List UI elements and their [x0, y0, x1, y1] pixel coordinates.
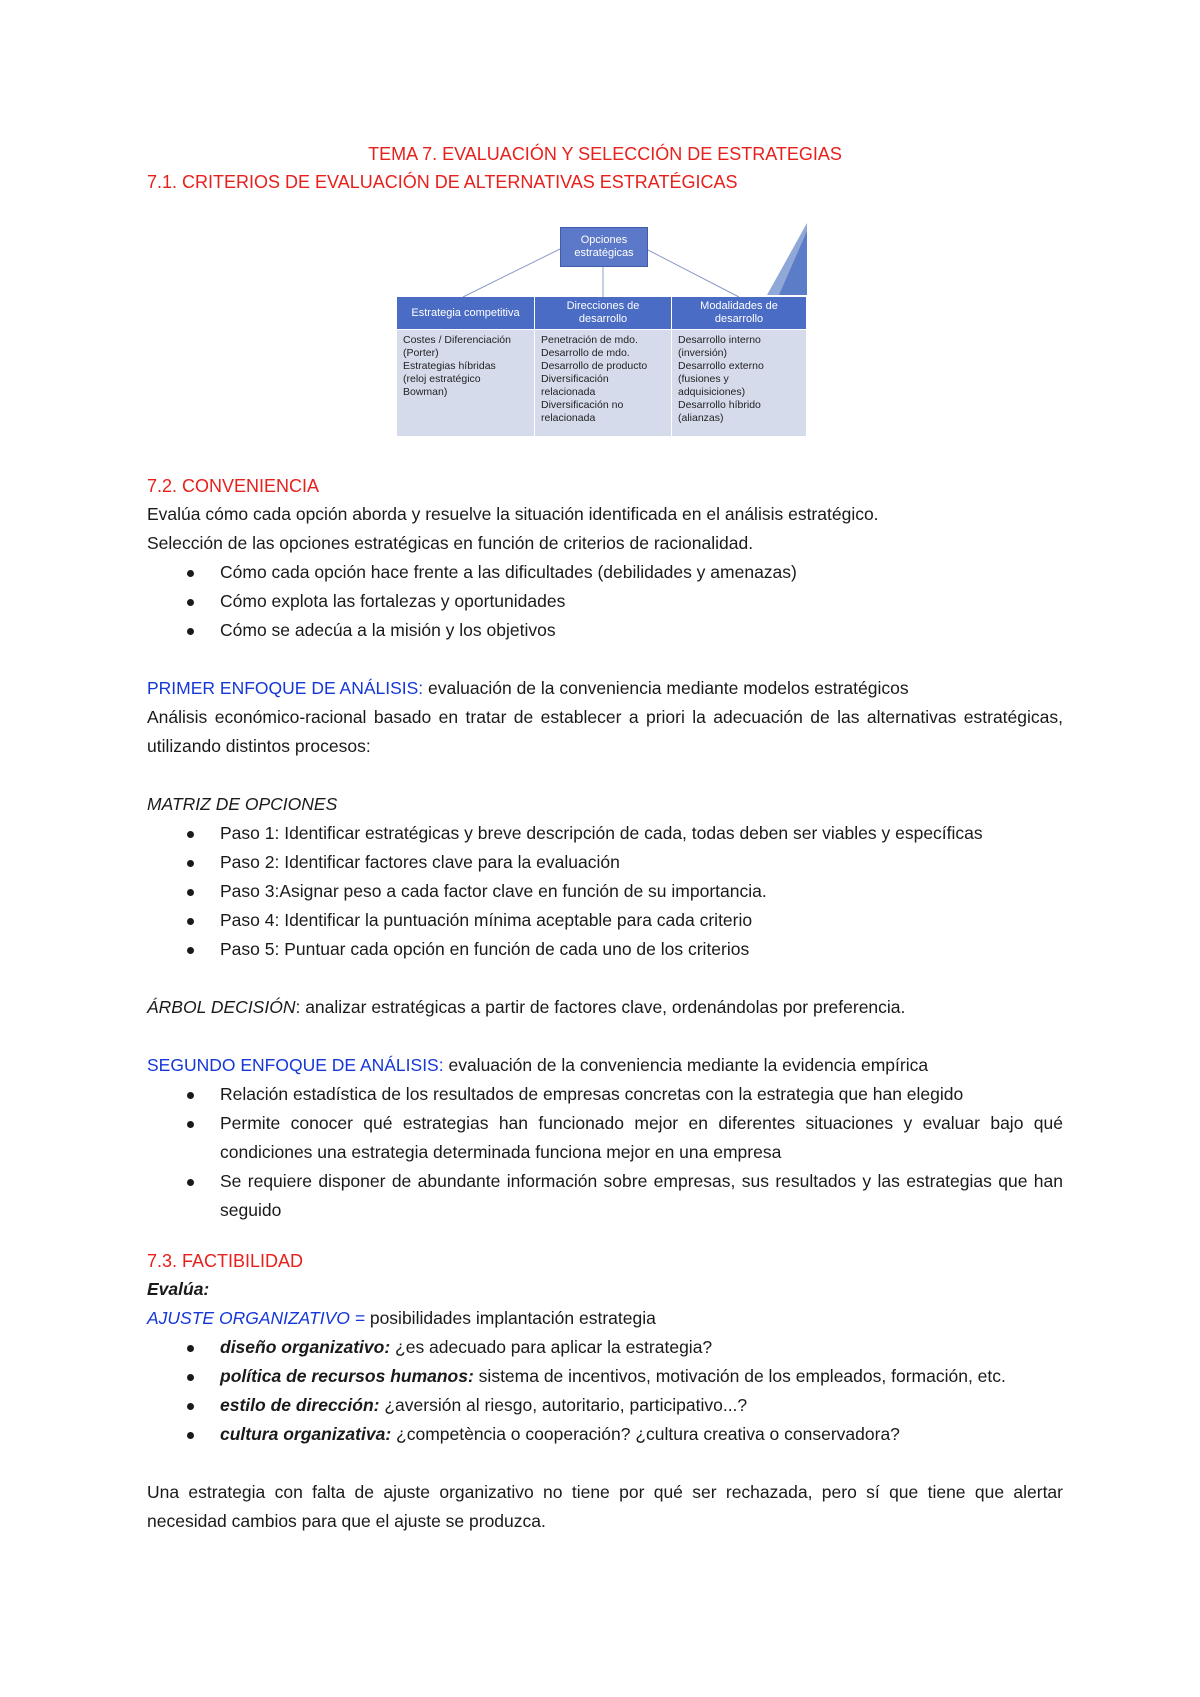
list-item: Paso 1: Identificar estratégicas y breve descripción de cada, todas deben ser viables y específicas — [220, 819, 1063, 848]
column-cell-modalidades — [672, 329, 807, 436]
connector-left — [463, 249, 560, 297]
cell-line: Desarrollo de producto — [541, 360, 648, 372]
first-approach-text: evaluación de la conveniencia mediante modelos estratégicos — [423, 678, 909, 698]
document-title: TEMA 7. EVALUACIÓN Y SELECCIÓN DE ESTRATEGIAS — [368, 144, 842, 164]
cell-line: relacionada — [541, 386, 596, 398]
column-header-direcciones — [535, 297, 672, 329]
list-item: Paso 4: Identificar la puntuación mínima aceptable para cada criterio — [220, 906, 1063, 935]
ajuste-text: posibilidades implantación estrategia — [369, 1308, 656, 1328]
list-item: Cómo cada opción hace frente a las dificultades (debilidades y amenazas) — [220, 558, 1063, 587]
item-label: política de recursos humanos: — [220, 1366, 474, 1386]
document-page — [147, 140, 1063, 1536]
section-7-2-heading: 7.2. CONVENIENCIA — [147, 476, 320, 496]
cell-line: Bowman) — [403, 386, 448, 398]
second-approach-label: SEGUNDO ENFOQUE DE ANÁLISIS: — [147, 1055, 444, 1075]
second-approach-text: evaluación de la conveniencia mediante la evidencia empírica — [443, 1055, 929, 1075]
list-item: Permite conocer qué estrategias han funcionado mejor en diferentes situaciones y evaluar bajo qué condiciones una estrategia determinada funciona mejor en una empresa — [220, 1109, 1063, 1167]
options-box-line-2: estratégicas — [574, 247, 634, 259]
cell-line: adquisiciones) — [678, 386, 746, 398]
column-cell-competitiva — [397, 329, 535, 436]
factibilidad-list — [147, 1333, 1063, 1449]
column-header-modalidades — [672, 297, 807, 329]
decision-tree-text: : analizar estratégicas a partir de factores clave, ordenándolas por preferencia. — [295, 997, 906, 1017]
first-approach-line — [147, 674, 1063, 703]
ajuste-line — [147, 1304, 1063, 1333]
diagram-table — [397, 297, 807, 436]
paragraph: Evalúa cómo cada opción aborda y resuelve la situación identificada en el análisis estratégico. — [147, 504, 879, 524]
decision-tree-line — [147, 993, 1063, 1022]
cell-line: (Porter) — [403, 347, 439, 359]
header-line: Estrategia competitiva — [411, 306, 520, 319]
header-line: desarrollo — [578, 313, 628, 325]
item-text: ¿competència o cooperación? ¿cultura creativa o conservadora? — [391, 1424, 900, 1444]
cell-line: Desarrollo interno — [678, 334, 761, 346]
list-item — [220, 1362, 1063, 1391]
list-item — [220, 1333, 1063, 1362]
list-item: Cómo explota las fortalezas y oportunidades — [220, 587, 1063, 616]
item-label: estilo de dirección: — [220, 1395, 380, 1415]
closing-paragraph: Una estrategia con falta de ajuste organizativo no tiene por qué ser rechazada, pero sí que tiene que alertar necesidad cambios para que el ajuste se produzca. — [147, 1482, 1063, 1531]
header-line: Direcciones de — [566, 300, 640, 312]
cell-line: Costes / Diferenciación — [403, 334, 511, 346]
cell-line: Desarrollo de mdo. — [541, 347, 630, 359]
item-label: cultura organizativa: — [220, 1424, 392, 1444]
cell-line: (fusiones y — [678, 373, 729, 385]
cell-line: (alianzas) — [678, 412, 724, 424]
bullet-list — [147, 558, 1063, 645]
options-box — [560, 227, 648, 267]
options-box-line-1: Opciones — [580, 234, 628, 246]
cell-line: Penetración de mdo. — [541, 334, 638, 346]
list-item: Cómo se adecúa a la misión y los objetivos — [220, 616, 1063, 645]
cell-line: Desarrollo híbrido — [678, 399, 761, 411]
header-line: Modalidades de — [700, 300, 778, 312]
column-header-competitiva — [397, 297, 535, 329]
header-line: desarrollo — [714, 313, 764, 325]
list-item: Se requiere disponer de abundante información sobre empresas, sus resultados y las estrategias que han seguido — [220, 1167, 1063, 1225]
cell-line: Diversificación — [541, 373, 609, 385]
cell-line: Estrategias híbridas — [403, 360, 496, 372]
cell-line: relacionada — [541, 412, 596, 424]
item-text: ¿aversión al riesgo, autoritario, participativo...? — [379, 1395, 748, 1415]
corner-decoration-icon — [767, 223, 807, 295]
column-cell-direcciones — [535, 329, 672, 436]
list-item: Paso 2: Identificar factores clave para la evaluación — [220, 848, 1063, 877]
item-label: diseño organizativo: — [220, 1337, 391, 1357]
list-item: Paso 5: Puntuar cada opción en función de cada uno de los criterios — [220, 935, 1063, 964]
cell-line: Desarrollo externo — [678, 360, 764, 372]
list-item: Relación estadística de los resultados de empresas concretas con la estrategia que han elegido — [220, 1080, 1063, 1109]
cell-line: Diversificación no — [541, 399, 624, 411]
cell-line: (inversión) — [678, 347, 728, 359]
list-item — [220, 1420, 1063, 1449]
decision-tree-label: ÁRBOL DECISIÓN — [147, 997, 296, 1017]
paragraph: Análisis económico-racional basado en tratar de establecer a priori la adecuación de las alternativas estratégicas, utilizando distintos procesos: — [147, 707, 1063, 756]
item-text: ¿es adecuado para aplicar la estrategia? — [390, 1337, 713, 1357]
second-approach-list — [147, 1080, 1063, 1225]
paragraph: Selección de las opciones estratégicas en función de criterios de racionalidad. — [147, 533, 754, 553]
second-approach-line — [147, 1051, 1063, 1080]
section-7-1-heading: 7.1. CRITERIOS DE EVALUACIÓN DE ALTERNATIVAS ESTRATÉGICAS — [147, 172, 738, 192]
list-item: Paso 3:Asignar peso a cada factor clave en función de su importancia. — [220, 877, 1063, 906]
strategic-options-diagram — [397, 223, 807, 436]
item-text: sistema de incentivos, motivación de los empleados, formación, etc. — [473, 1366, 1006, 1386]
section-7-3-heading: 7.3. FACTIBILIDAD — [147, 1251, 304, 1271]
matrix-steps-list — [147, 819, 1063, 964]
first-approach-label: PRIMER ENFOQUE DE ANÁLISIS: — [147, 678, 424, 698]
cell-line: (reloj estratégico — [403, 373, 481, 385]
list-item — [220, 1391, 1063, 1420]
evalua-label: Evalúa: — [147, 1279, 210, 1299]
ajuste-label: AJUSTE ORGANIZATIVO = — [147, 1308, 370, 1328]
connector-right — [646, 249, 739, 297]
matrix-label: MATRIZ DE OPCIONES — [147, 794, 338, 814]
